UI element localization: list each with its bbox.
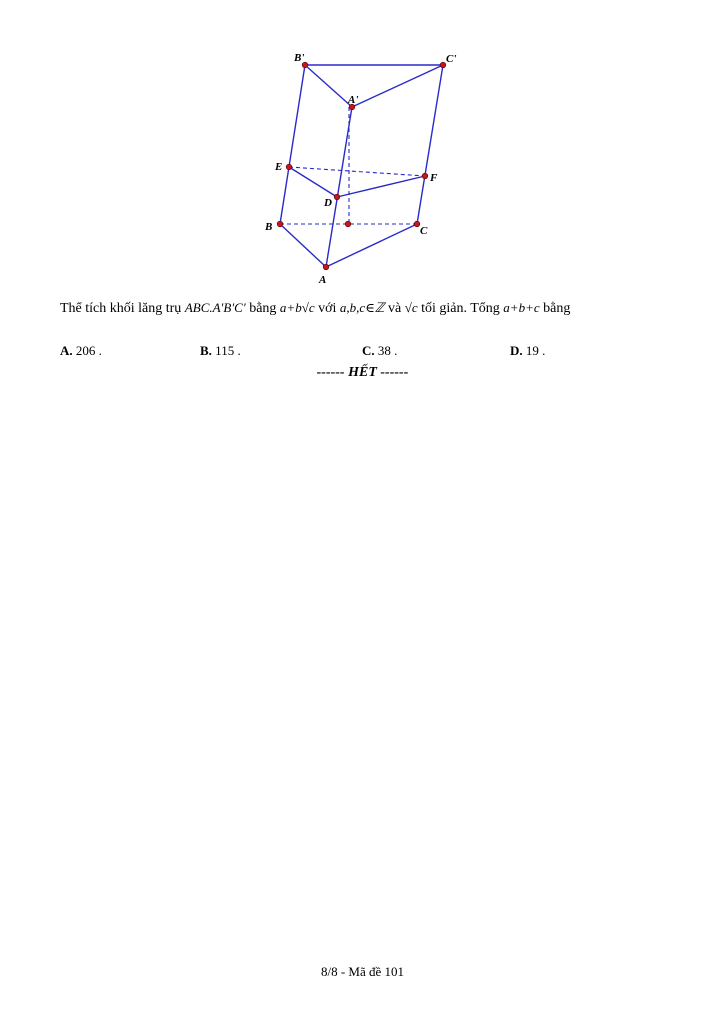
label-Cp: C'	[446, 53, 457, 65]
answer-option-d[interactable]: D. 19 .	[510, 343, 546, 358]
edge-Bp-Ap	[305, 65, 352, 107]
label-Bp: B'	[294, 52, 305, 64]
prism-figure	[0, 0, 725, 300]
label-C: C	[420, 225, 428, 237]
label-B: B	[265, 221, 273, 233]
label-A: A	[319, 274, 327, 286]
edge-Cp-Ap	[352, 65, 443, 107]
end-marker: ------ HẾT ------	[316, 365, 409, 380]
point-H	[345, 221, 351, 227]
answer-option-b[interactable]: B. 115 .	[200, 343, 241, 358]
edge-A-C	[326, 224, 417, 267]
answer-option-c[interactable]: C. 38 .	[362, 343, 398, 358]
edge-Ap-A	[326, 107, 352, 267]
label-E: E	[275, 161, 283, 173]
edge-Bp-B	[280, 65, 305, 224]
point-B	[277, 221, 283, 227]
label-Ap: A'	[348, 94, 359, 106]
point-D	[334, 194, 340, 200]
point-A	[323, 264, 329, 270]
point-Cp	[440, 62, 446, 68]
edge-D-F	[337, 176, 425, 197]
point-E	[286, 164, 292, 170]
answer-options	[0, 343, 725, 361]
edge-E-F-hidden	[289, 167, 425, 176]
question-text: Thể tích khối lăng trụ ABC.A′B′C′ bằng a+b√c với a,b,c∈ℤ và √c tối giản. Tổng a+b+c bằng	[60, 300, 571, 316]
integer-condition: a,b,c∈ℤ	[339, 300, 385, 315]
label-F: F	[430, 172, 438, 184]
sum-expression: a+b+c	[503, 300, 540, 315]
prism-name: ABC.A′B′C′	[184, 300, 246, 315]
edge-B-A	[280, 224, 326, 267]
sqrt-c: √c	[404, 300, 418, 315]
point-F	[422, 173, 428, 179]
point-C	[414, 221, 420, 227]
edge-Cp-C	[417, 65, 443, 224]
label-D: D	[324, 197, 332, 209]
page-footer: 8/8 - Mã đề 101	[320, 964, 405, 979]
answer-option-a[interactable]: A. 206 .	[60, 343, 102, 358]
volume-expression: a+b√c	[279, 300, 315, 315]
edge-E-D	[289, 167, 337, 197]
